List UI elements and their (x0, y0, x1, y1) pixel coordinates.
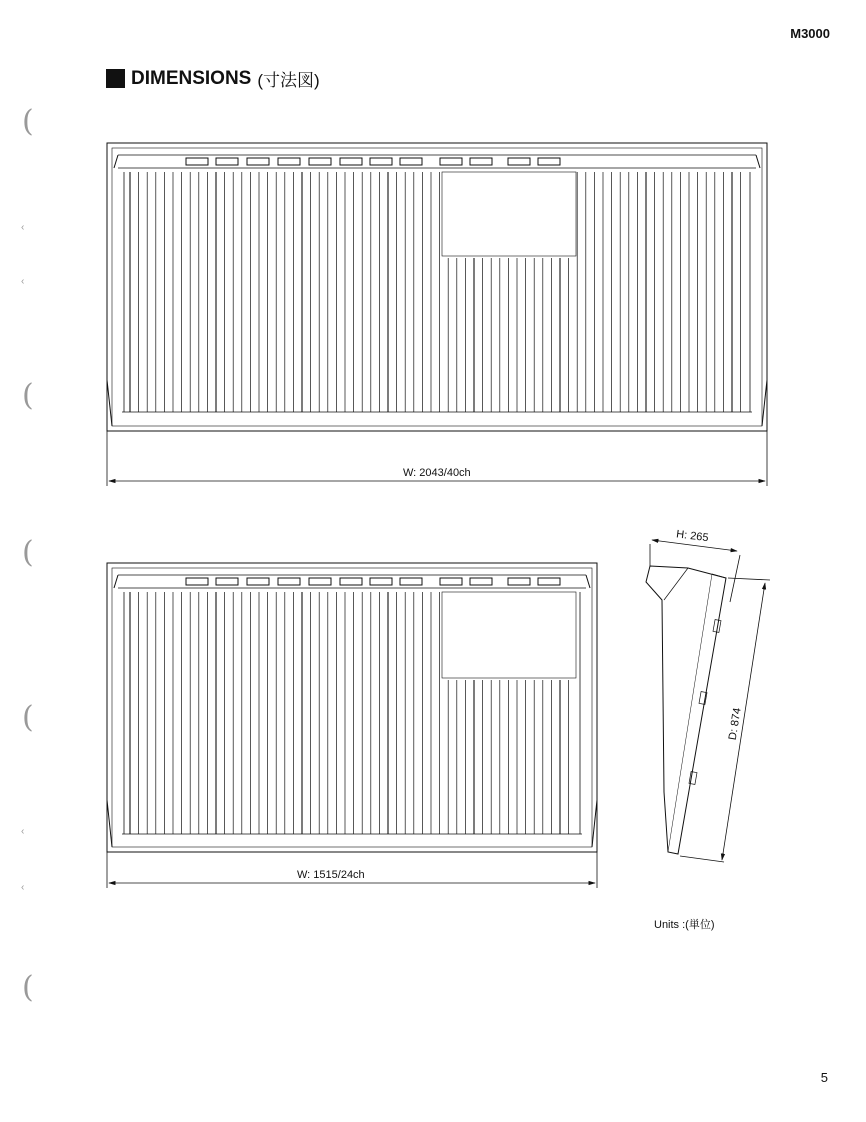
side-view-outline (646, 566, 726, 854)
title-text: DIMENSIONS (131, 67, 252, 89)
margin-dot: ‹ (21, 276, 25, 287)
side-depth-label: D: 874 (726, 704, 744, 744)
small-console-master-section (442, 592, 576, 678)
large-width-label: W: 2043/40ch (400, 467, 474, 479)
side-height-dimension (650, 540, 740, 602)
model-name: M3000 (790, 26, 830, 41)
margin-dot: ‹ (21, 222, 25, 233)
small-width-label: W: 1515/24ch (294, 869, 368, 881)
large-console-outline (107, 143, 767, 431)
small-console-drawing (107, 563, 597, 852)
margin-dot: ‹ (21, 826, 25, 837)
side-depth-dimension (680, 578, 770, 862)
large-console-master-section (442, 172, 576, 256)
margin-hole-mark: ( (22, 535, 34, 570)
margin-hole-mark: ( (22, 378, 34, 413)
page-number: 5 (820, 1070, 828, 1085)
margin-hole-mark: ( (22, 104, 34, 139)
margin-dot: ‹ (21, 882, 25, 893)
margin-hole-mark: ( (22, 700, 34, 735)
side-view-drawing (646, 566, 726, 854)
small-console-channel-strips (130, 592, 569, 834)
small-console-outline (107, 563, 597, 852)
large-console-drawing (107, 143, 767, 431)
small-console-meter-bridge (186, 578, 560, 585)
large-console-meter-bridge (186, 158, 560, 165)
side-height-label: H: 265 (673, 528, 713, 545)
margin-hole-mark: ( (22, 970, 34, 1005)
large-console-channel-strips (130, 172, 741, 412)
units-note: Units :(単位) (654, 919, 715, 931)
title-japanese: (寸法図) (257, 71, 320, 90)
